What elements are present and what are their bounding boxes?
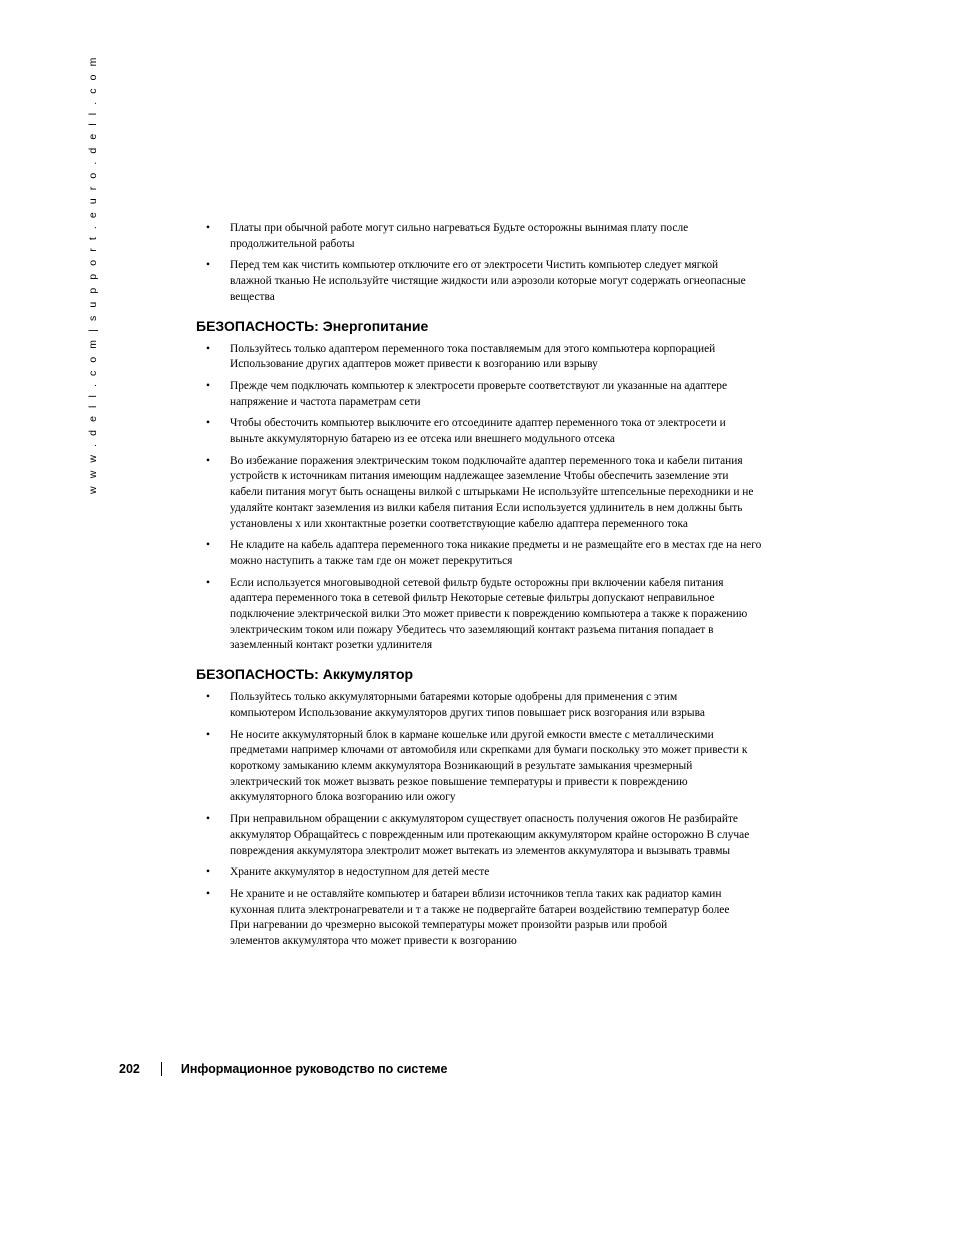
side-url: w w w . d e l l . c o m | s u p p o r t . e u r o . d e l l . c o m — [87, 55, 99, 494]
list-item-text: Чтобы обесточить компьютер выключите его отсоедините адаптер переменного тока от электросети и выньте аккумуляторную батарею из ее отсека или внешнего модульного отсека — [230, 417, 726, 446]
bullet-icon: • — [206, 259, 210, 272]
list-item-text: При неправильном обращении с аккумулятором существует опасность получения ожогов Не разбирайте аккумулятор Обращайтесь с поврежденным или протекающим аккумулятором крайне осторожно В случае повреждения аккумулятора электролит может вытекать из элементов аккумулятора и вызывать травмы — [230, 813, 750, 857]
list-item — [196, 538, 816, 569]
bullet-icon: • — [206, 691, 210, 704]
list-item — [196, 812, 816, 859]
intro-list — [196, 221, 816, 306]
bullet-icon: • — [206, 866, 210, 879]
list-item-text: Не носите аккумуляторный блок в кармане кошельке или другой емкости вместе с металлическими предметами например ключами от автомобиля или скрепками для бумаги поскольку это может привести к короткому замыканию клемм аккумулятора Возникающий в результате замыкания чрезмерный электрический ток может вызвать резкое повышение температуры и привести к повреждению аккумуляторного блока возгоранию или ожогу — [230, 728, 748, 804]
footer-title: Информационное руководство по системе — [180, 1062, 448, 1076]
bullet-icon: • — [206, 454, 210, 467]
bullet-icon: • — [206, 417, 210, 430]
list-item-text: Не кладите на кабель адаптера переменного тока никакие предметы и не размещайте его в местах где на него можно наступить а также там где он может перекрутиться — [230, 539, 762, 567]
power-list — [196, 342, 816, 655]
list-item — [196, 865, 816, 881]
page-footer — [119, 1062, 447, 1076]
bullet-icon: • — [206, 222, 210, 234]
list-item — [196, 576, 816, 655]
list-item-text: Прежде чем подключать компьютер к электросети проверьте соответствуют ли указанные на адаптере напряжение и частота параметрам сети — [230, 379, 727, 408]
bullet-icon: • — [206, 887, 210, 900]
list-item — [196, 887, 816, 950]
list-item-text: Если используется многовыводной сетевой фильтр будьте осторожны при включении кабеля питания адаптера переменного тока в сетевой фильтр Некоторые сетевые фильтры допускают неправильное подключение электрической вилки Это может привести к повреждению компьютера а также к поражению электрическим током или пожару Убедитесь что заземляющий контакт разъема питания попадает в заземленный контакт розетки удлинителя — [230, 576, 748, 652]
bullet-icon: • — [206, 379, 210, 392]
list-item-text: Перед тем как чистить компьютер отключите его от электросети Чистить компьютер следует мягкой влажной тканью Не используйте чистящие жидкости или аэрозоли которые могут содержать огнеопасные вещества — [230, 259, 746, 303]
list-item-text: Не храните и не оставляйте компьютер и батареи вблизи источников тепла таких как радиатор камин кухонная плита электронагреватели и т а также не подвергайте батареи воздействию температур более При нагревании до чрезмерно высокой температуры может произойти разрыв или пробой элементов аккумулятора что может привести к возгоранию — [230, 887, 730, 948]
list-item — [196, 342, 816, 373]
page-number: 202 — [119, 1062, 140, 1076]
page-content — [196, 221, 816, 956]
list-item — [196, 221, 816, 252]
bullet-icon: • — [206, 813, 210, 826]
bullet-icon: • — [206, 576, 210, 589]
bullet-icon: • — [206, 342, 210, 355]
list-item — [196, 258, 816, 305]
list-item-text: Храните аккумулятор в недоступном для детей месте — [230, 866, 490, 879]
list-item — [196, 690, 816, 721]
bullet-icon: • — [206, 728, 210, 741]
list-item — [196, 728, 816, 807]
list-item — [196, 454, 816, 533]
list-item-text: Пользуйтесь только аккумуляторными батареями которые одобрены для применения с этим компьютером Использование аккумуляторов других типов повышает риск возгорания или взрыва — [230, 691, 705, 719]
bullet-icon: • — [206, 539, 210, 552]
list-item-text: Платы при обычной работе могут сильно нагреваться Будьте осторожны вынимая плату после продолжительной работы — [230, 222, 689, 250]
section-title-power: БЕЗОПАСНОСТЬ: Энергопитание — [196, 317, 429, 334]
list-item — [196, 379, 816, 410]
list-item — [196, 416, 816, 447]
section-title-battery: БЕЗОПАСНОСТЬ: Аккумулятор — [196, 666, 414, 683]
battery-list — [196, 690, 816, 950]
list-item-text: Пользуйтесь только адаптером переменного тока поставляемым для этого компьютера корпорацией Использование других адаптеров может привести к возгоранию или взрыву — [230, 342, 716, 371]
footer-divider — [161, 1062, 162, 1076]
list-item-text: Во избежание поражения электрическим током подключайте адаптер переменного тока и кабели питания устройств к источникам питания имеющим надлежащее заземление Чтобы обеспечить заземление эти кабели питания могут быть оснащены вилкой с штырьками Не используйте штепсельные переходники и не удаляйте контакт заземления из вилки кабеля питания Если используется удлинитель в нем должны быть установлены х или хконтактные розетки соответствующие кабелю адаптера переменного тока — [230, 454, 754, 530]
